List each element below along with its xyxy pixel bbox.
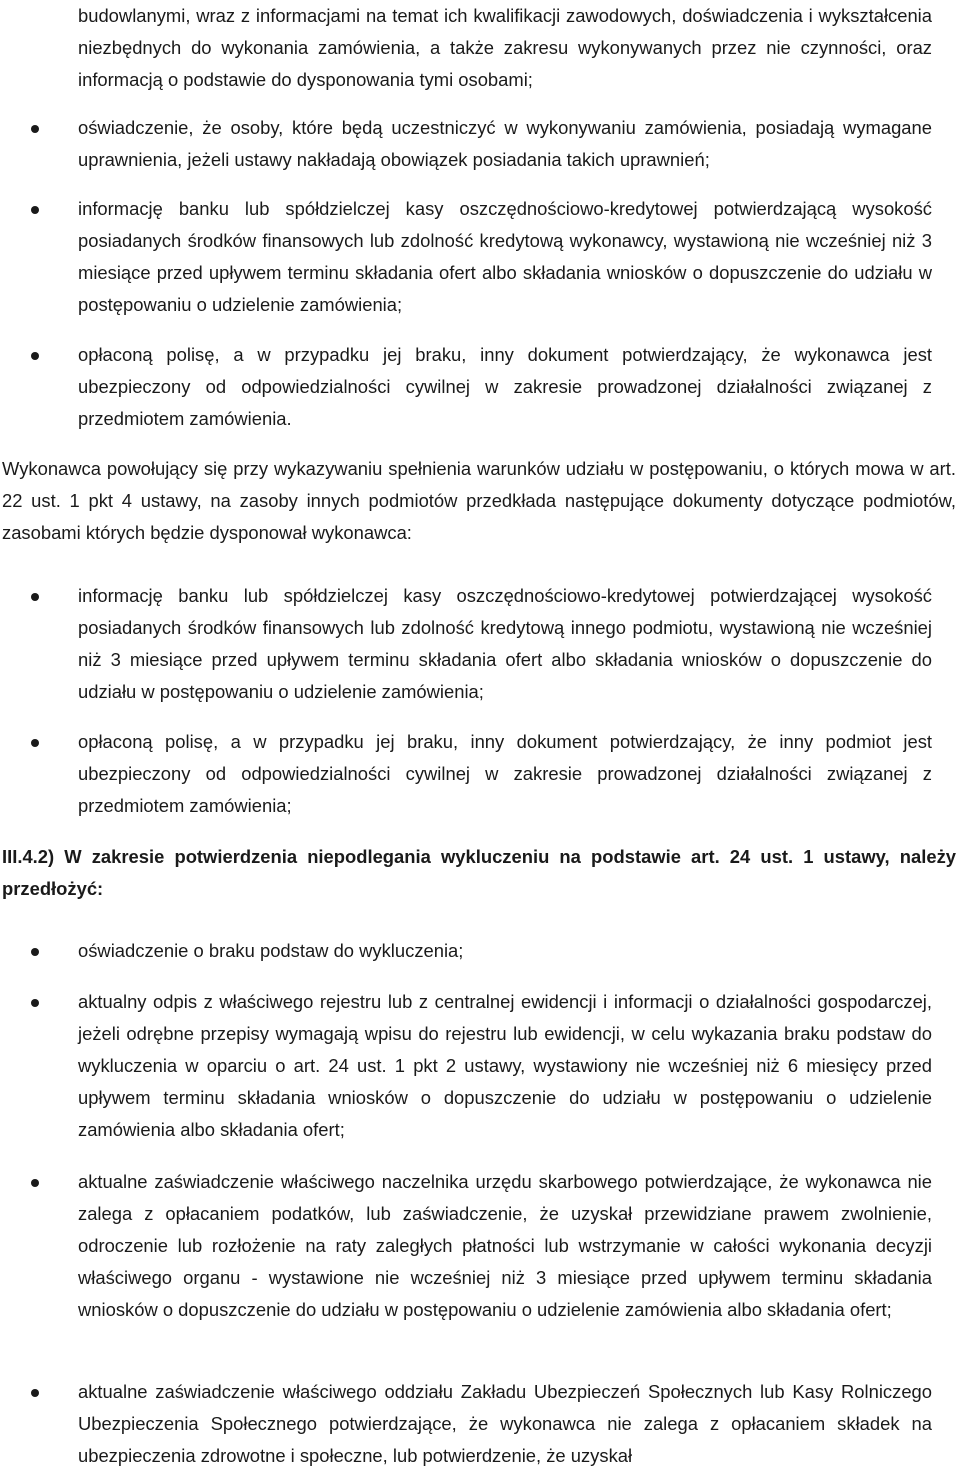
section-heading: III.4.2) W zakresie potwierdzenia niepodlegania wykluczeniu na podstawie art. 24 ust. 1 ustawy, należy przedłożyć: — [2, 846, 956, 899]
list-item: aktualne zaświadczenie właściwego naczelnika urzędu skarbowego potwierdzające, że wykonawca nie zalega z opłacaniem podatków, lub zaświadczenie, że uzyskał przewidziane prawem zwolnienie, odroczenie lub rozłożenie na raty zaległych płatności lub wstrzymanie w całości wykonania decyzji właściwego organu - wystawione nie wcześniej niż 3 miesiące przed upływem terminu składania wniosków o dopuszczenie do udziału w postępowaniu o udzielenie zamówienia albo składania ofert; — [78, 1171, 932, 1320]
list-item: informację banku lub spółdzielczej kasy oszczędnościowo-kredytowej potwierdzającej wysokość posiadanych środków finansowych lub zdolność kredytową innego podmiotu, wystawioną nie wcześniej niż 3 miesiące przed upływem terminu składania ofert albo składania wniosków o dopuszczenie do udziału w postępowaniu o udzielenie zamówienia; — [78, 585, 932, 702]
paragraph-continuation: budowlanymi, wraz z informacjami na temat ich kwalifikacji zawodowych, doświadczenia i wykształcenia niezbędnych do wykonania zamówienia, a także zakresu wykonywanych przez nie czynności, oraz informacją o podstawie do dysponowania tymi osobami; — [78, 5, 932, 90]
list-item: aktualny odpis z właściwego rejestru lub z centralnej ewidencji i informacji o działalności gospodarczej, jeżeli odrębne przepisy wymagają wpisu do rejestru lub ewidencji, w celu wykazania braku podstaw do wykluczenia w oparciu o art. 24 ust. 1 pkt 2 ustawy, wystawiony nie wcześniej niż 6 miesięcy przed upływem terminu składania wniosków o dopuszczenie do udziału w postępowaniu o udzielenie zamówienia albo składania ofert; — [78, 991, 932, 1140]
paragraph-resources: Wykonawca powołujący się przy wykazywaniu spełnienia warunków udziału w postępowaniu, o których mowa w art. 22 ust. 1 pkt 4 ustawy, na zasoby innych podmiotów przedkłada następujące dokumenty dotyczące podmiotów, zasobami których będzie dysponował wykonawca: — [2, 458, 956, 543]
list-item: informację banku lub spółdzielczej kasy oszczędnościowo-kredytowej potwierdzającą wysokość posiadanych środków finansowych lub zdolność kredytową wykonawcy, wystawioną nie wcześniej niż 3 miesiące przed upływem terminu składania ofert albo składania wniosków o dopuszczenie do udziału w postępowaniu o udzielenie zamówienia; — [78, 198, 932, 315]
bullet-icon — [31, 1389, 39, 1397]
bullet-icon — [31, 1179, 39, 1187]
bullet-icon — [31, 352, 39, 360]
bullet-icon — [31, 125, 39, 133]
bullet-icon — [31, 593, 39, 601]
bullet-icon — [31, 999, 39, 1007]
list-item: opłaconą polisę, a w przypadku jej braku, inny dokument potwierdzający, że inny podmiot jest ubezpieczony od odpowiedzialności cywilnej w zakresie prowadzonej działalności związanej z przedmiotem zamówienia; — [78, 731, 932, 816]
list-item: aktualne zaświadczenie właściwego oddziału Zakładu Ubezpieczeń Społecznych lub Kasy Rolniczego Ubezpieczenia Społecznego potwierdzające, że wykonawca nie zalega z opłacaniem składek na ubezpieczenia zdrowotne i społeczne, lub potwierdzenie, że uzyskał — [78, 1381, 932, 1466]
list-item: opłaconą polisę, a w przypadku jej braku, inny dokument potwierdzający, że wykonawca jest ubezpieczony od odpowiedzialności cywilnej w zakresie prowadzonej działalności związanej z przedmiotem zamówienia. — [78, 344, 932, 429]
list-item: oświadczenie, że osoby, które będą uczestniczyć w wykonywaniu zamówienia, posiadają wymagane uprawnienia, jeżeli ustawy nakładają obowiązek posiadania takich uprawnień; — [78, 117, 932, 170]
list-item: oświadczenie o braku podstaw do wykluczenia; — [78, 940, 464, 961]
bullet-icon — [31, 739, 39, 747]
bullet-icon — [31, 206, 39, 214]
bullet-icon — [31, 948, 39, 956]
